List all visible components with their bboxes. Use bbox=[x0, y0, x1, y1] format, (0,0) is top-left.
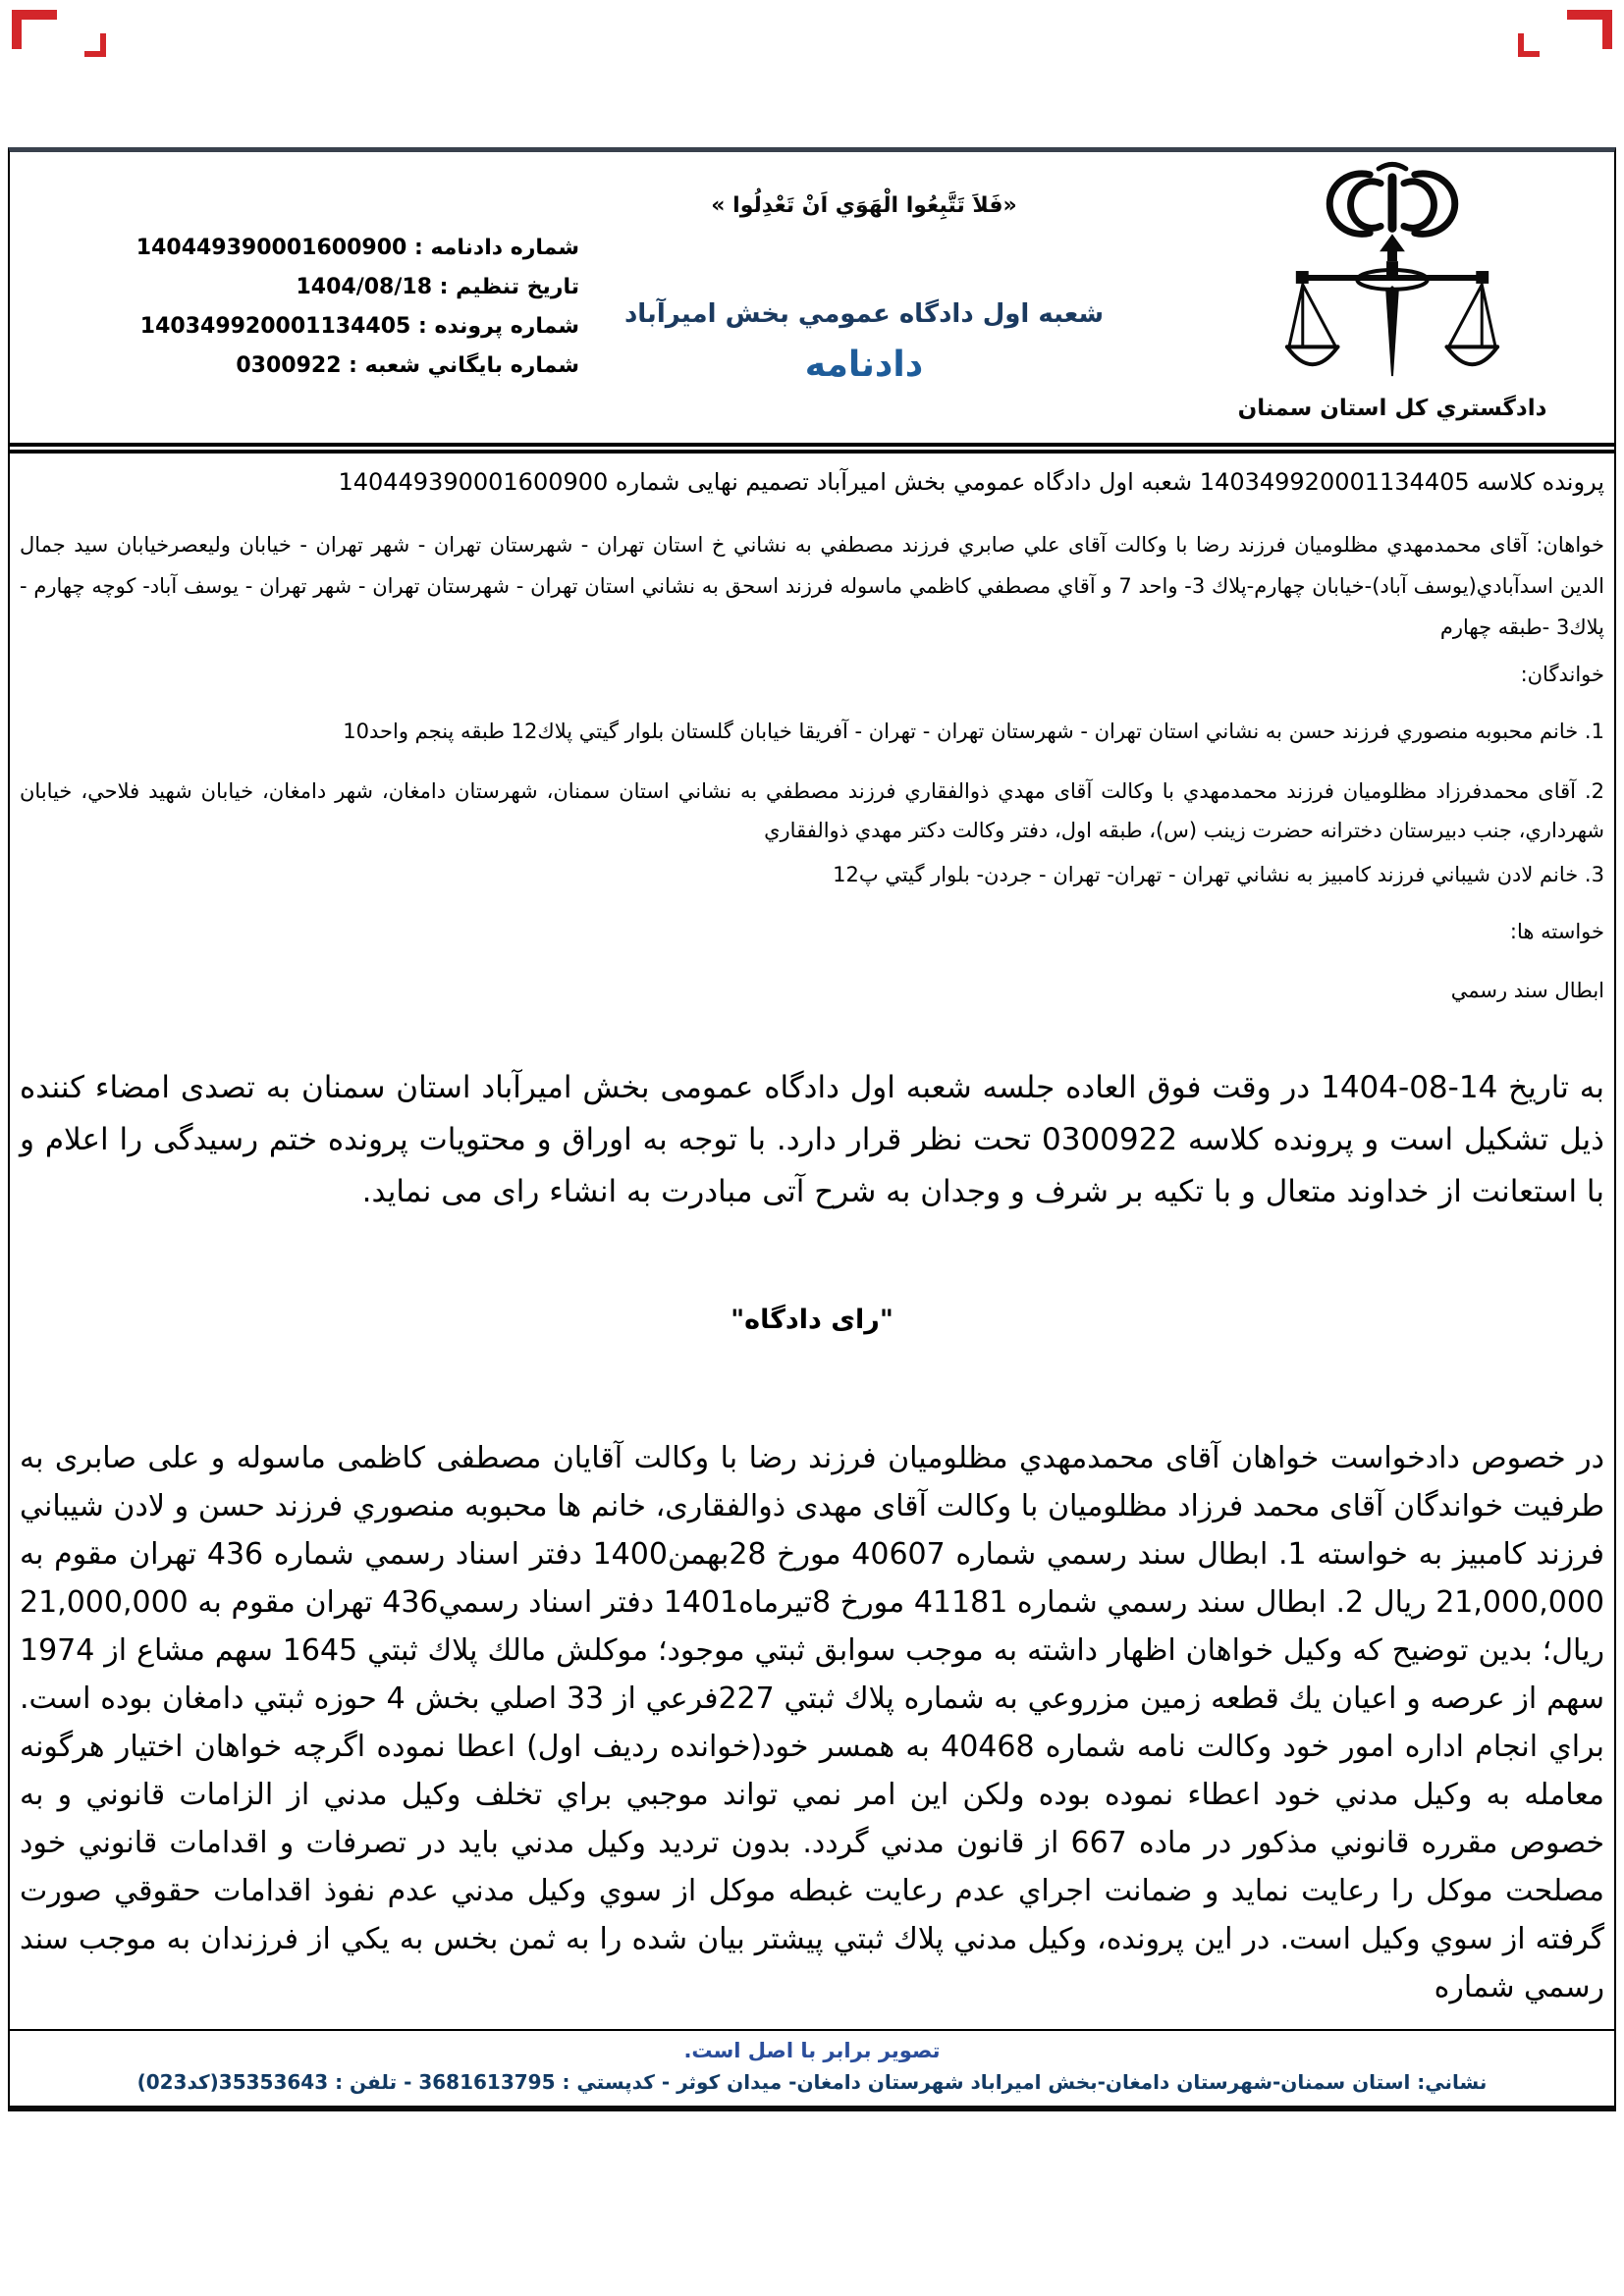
document-title: دادنامه bbox=[804, 345, 924, 385]
issue-date-row bbox=[88, 268, 579, 307]
session-paragraph: به تاریخ 14-08-1404 در وقت فوق العاده جلسه شعبه اول دادگاه عمومی بخش امیرآباد استان سمنان به تصدی امضاء کننده ذیل تشکیل است و پرونده کلاسه 0300922 تحت نظر قرار دارد. با توجه به اوراق و محتویات پرونده ختم رسیدگی را اعلام و با استعانت از خداوند متعال و با تکیه بر شرف و وجدان به شرح آتی مبادرت به انشاء رای می نماید. bbox=[20, 1070, 1605, 1209]
issue-date-value: 1404/08/18 bbox=[296, 275, 432, 299]
archive-number-value: 0300922 bbox=[236, 353, 342, 378]
separator: : bbox=[406, 236, 431, 260]
separator: : bbox=[432, 275, 457, 299]
plaintiff-paragraph: خواهان: آقای محمدمهدي مظلومیان فرزند رضا با وکالت آقای علي صابري فرزند مصطفي به نشاني خ استان تهران - شهرستان تهران - شهر تهران - خيابان وليعصرخيابان سيد جمال الدين اسدآبادي(يوسف آباد)-خيابان چهارم-پلاك 3- واحد 7 و آقاي مصطفي كاظمي ماسوله فرزند اسحق به نشاني استان تهران - شهرستان تهران - شهر تهران - يوسف آباد- كوچه چهارم - پلاك3 -طبقه چهارم bbox=[20, 533, 1604, 639]
judgment-body bbox=[20, 465, 1604, 2011]
certified-copy-note: تصویر برابر با اصل است. bbox=[683, 2039, 941, 2062]
file-number-row bbox=[88, 307, 579, 347]
claims-label: خواسته ها: bbox=[1509, 920, 1604, 943]
judgment-number-label: شماره دادنامه bbox=[430, 236, 579, 260]
judgment-number-row bbox=[88, 229, 579, 268]
justice-department-label: دادگستري کل استان سمنان bbox=[1237, 396, 1547, 421]
verdict-heading: "رای دادگاه" bbox=[731, 1305, 893, 1335]
case-summary-line: پرونده کلاسه 140349920001134405 شعبه اول دادگاه عمومي بخش اميرآباد تصميم نهايی شماره 140449390001600900 bbox=[338, 468, 1604, 496]
defendant-item-2: 2. آقای محمدفرزاد مظلومیان فرزند محمدمهدي با وکالت آقای مهدي ذوالفقاري فرزند مصطفي به نشاني استان سمنان، شهرستان دامغان، شهر دامغان، خيابان شهيد فلاحي، خيابان شهرداري، جنب دبيرستان دخترانه حضرت زينب (س)، طبقه اول، دفتر وکالت دکتر مهدي ذوالفقاري bbox=[20, 779, 1604, 842]
red-crop-mark-top-right-outer bbox=[1567, 10, 1612, 49]
red-crop-mark-top-left-inner bbox=[84, 33, 106, 57]
claims-value: ابطال سند رسمي bbox=[1450, 979, 1604, 1002]
case-numbers-block bbox=[88, 229, 579, 386]
defendants-label: خواندگان: bbox=[1520, 663, 1604, 686]
document-footer bbox=[10, 2029, 1614, 2106]
judiciary-scales-logo-icon bbox=[1282, 158, 1502, 392]
verdict-paragraph: در خصوص دادخواست خواهان آقای محمدمهدي مظلومیان فرزند رضا با وکالت آقایان مصطفی کاظمی ماسوله و علی صابری به طرفیت خواندگان آقای محمد فرزاد مظلومیان با وکالت آقای مهدی ذوالفقاری، خانم ها محبوبه منصوري فرزند حسن و لادن شیباني فرزند کامبیز به خواسته 1. ابطال سند رسمي شماره 40607 مورخ 28بهمن1400 دفتر اسناد رسمي شماره 436 تهران مقوم به 21,000,000 ریال 2. ابطال سند رسمي شماره 41181 مورخ 8تیرماه1401 دفتر اسناد رسمي436 تهران مقوم به 21,000,000 ریال؛ بدین توضیح که وکیل خواهان اظهار داشته به موجب سوابق ثبتي موجود؛ موکلش مالك پلاك ثبتي 1645 سهم مشاع از 1974 سهم از عرصه و اعیان یك قطعه زمین مزروعي به شماره پلاك ثبتي 227فرعي از 33 اصلي بخش 4 حوزه ثبتي دامغان بوده است. براي انجام اداره امور خود وکالت نامه شماره 40468 به همسر خود(خوانده ردیف اول) اعطا نموده اگرچه خواهان اختیار هرگونه معامله به وکیل مدني خود اعطاء نموده بوده ولکن این امر نمي تواند موجبي براي تخلف وکیل مدني از الزامات قانوني و به خصوص مقرره قانوني مذکور در ماده 667 از قانون مدني گردد. بدون تردید وکیل مدني باید در تصرفات و اقدامات قانوني خود مصلحت موکل را رعایت نماید و ضمانت اجراي عدم رعایت غبطه موکل از سوي وکیل مدني عدم نفوذ اقدامات حقوقي صورت گرفته از سوي وکیل است. در این پرونده، وکیل مدني پلاك ثبتي پیشتر بیان شده را به ثمن بخس به یکي از فرزندان به موجب سند رسمي شماره bbox=[20, 1441, 1605, 2004]
judgment-number-value: 140449390001600900 bbox=[135, 236, 407, 260]
footer-divider bbox=[10, 2029, 1614, 2031]
defendant-item-1: 1. خانم محبوبه منصوري فرزند حسن به نشاني استان تهران - شهرستان تهران - تهران - آفريقا خيابان گلستان بلوار گيتي پلاك12 طبقه پنجم واحد10 bbox=[343, 720, 1604, 743]
document-header bbox=[10, 152, 1614, 447]
separator: : bbox=[341, 353, 365, 378]
separator: : bbox=[410, 314, 435, 339]
issue-date-label: تاريخ تنظيم bbox=[456, 275, 579, 299]
archive-number-label: شماره بايگاني شعبه bbox=[364, 353, 579, 378]
file-number-label: شماره پرونده bbox=[434, 314, 579, 339]
archive-number-row bbox=[88, 347, 579, 386]
quran-verse: «فَلاَ تَتَّبِعُوا الْهَوَي اَنْ تَعْدِلُوا » bbox=[711, 193, 1017, 218]
header-body-divider bbox=[10, 450, 1614, 454]
document-frame bbox=[8, 147, 1616, 2111]
court-branch-title: شعبه اول دادگاه عمومي بخش اميرآباد bbox=[623, 299, 1105, 329]
court-address-line: نشاني: استان سمنان-شهرستان دامغان-بخش امیراباد شهرستان دامغان- میدان کوثر - کدپستي : 3681613795 - تلفن : 35353643(کد023) bbox=[136, 2070, 1488, 2094]
defendant-item-3: 3. خانم لادن شيباني فرزند کامبيز به نشاني تهران - تهران- تهران - جردن- بلوار گيتي پ12 bbox=[833, 863, 1604, 886]
red-crop-mark-top-left-outer bbox=[12, 10, 57, 49]
red-crop-mark-top-right-inner bbox=[1518, 33, 1540, 57]
file-number-value: 140349920001134405 bbox=[139, 314, 411, 339]
